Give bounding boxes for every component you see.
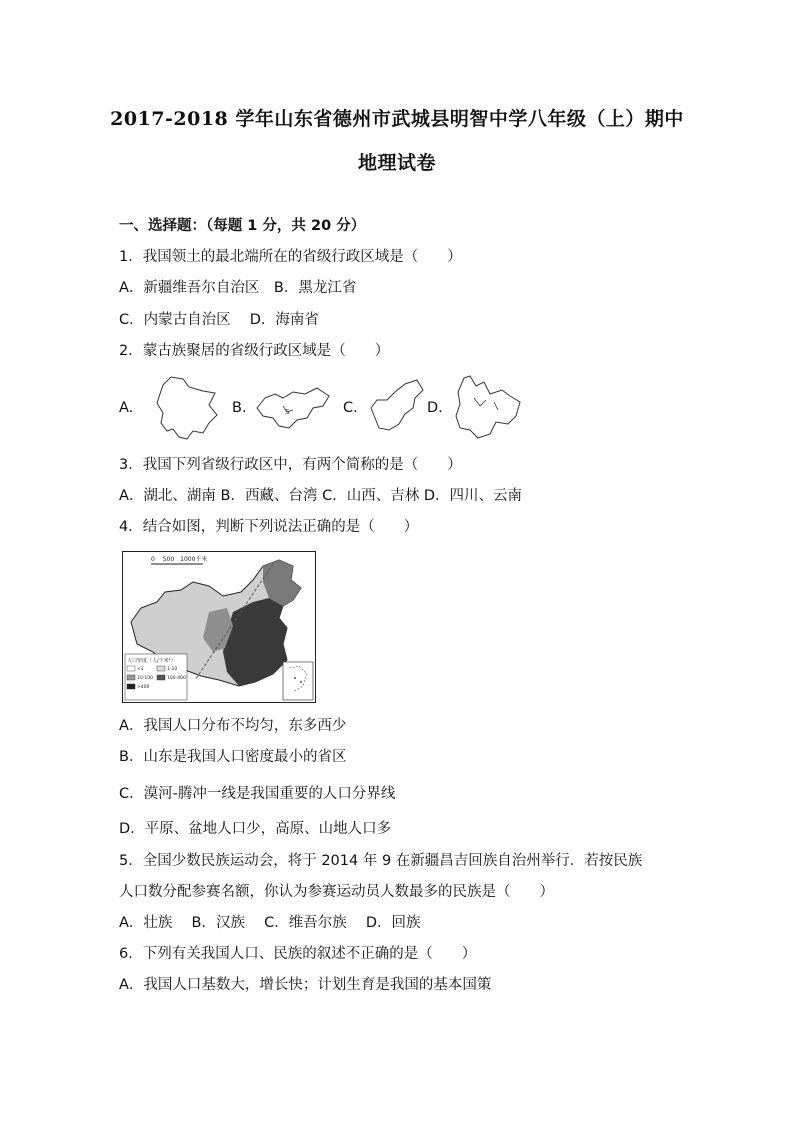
q2-option-d-label[interactable]: D. xyxy=(427,400,443,416)
section-heading: 一、选择题：（每题 1 分，共 20 分） xyxy=(119,218,366,234)
page-title: 2017-2018 学年山东省德州市武城县明智中学八年级（上）期中 xyxy=(110,108,684,130)
q4-option-d[interactable]: D．平原、盆地人口少，高原、山地人口多 xyxy=(119,821,392,837)
map-legend-title: 人口密度（人/千米²） xyxy=(127,658,176,664)
q4-option-b[interactable]: B．山东是我国人口密度最小的省区 xyxy=(119,749,347,765)
map-scale-text: 0 500 1000千米 xyxy=(151,556,208,563)
q4-stem: 4．结合如图，判断下列说法正确的是（ ） xyxy=(119,519,419,535)
map-legend-item: 10-100 xyxy=(137,676,153,681)
map-legend-item: 1-10 xyxy=(167,667,178,672)
q2-stem: 2．蒙古族聚居的省级行政区域是（ ） xyxy=(119,343,390,359)
map-legend-item: >400 xyxy=(137,685,150,690)
q2-option-a-label[interactable]: A. xyxy=(119,400,134,416)
map-legend-item: <1 xyxy=(137,667,144,672)
q6-stem: 6．下列有关我国人口、民族的叙述不正确的是（ ） xyxy=(119,946,477,962)
q6-option-a[interactable]: A．我国人口基数大，增长快；计划生育是我国的基本国策 xyxy=(119,977,492,993)
q4-option-a[interactable]: A．我国人口分布不均匀，东多西少 xyxy=(119,718,347,734)
q2-option-b-label[interactable]: B. xyxy=(232,400,247,416)
svg-text:S: S xyxy=(285,408,290,416)
q2-option-b-map[interactable] xyxy=(253,384,333,434)
q1-options-cd[interactable]: C．内蒙古自治区 D．海南省 xyxy=(119,312,319,328)
q2-option-c-label[interactable]: C. xyxy=(343,400,358,416)
q3-options[interactable]: A．湖北、湖南 B．西藏、台湾 C．山西、吉林 D．四川、云南 xyxy=(119,488,522,504)
q1-options-ab[interactable]: A．新疆维吾尔自治区 B．黑龙江省 xyxy=(119,280,357,296)
population-density-map xyxy=(122,551,316,703)
q4-option-c[interactable]: C．漠河-腾冲一线是我国重要的人口分界线 xyxy=(119,786,396,802)
q2-option-d-map[interactable] xyxy=(450,372,526,444)
q2-option-c-map[interactable] xyxy=(365,378,427,438)
q5-stem-line2: 人口数分配参赛名额，你认为参赛运动员人数最多的民族是（ ） xyxy=(119,884,554,900)
q3-stem: 3．我国下列省级行政区中，有两个简称的是（ ） xyxy=(119,457,462,473)
map-legend-item: 100-400 xyxy=(167,676,186,681)
q5-options[interactable]: A．壮族 B．汉族 C．维吾尔族 D．回族 xyxy=(119,915,421,931)
q5-stem-line1: 5．全国少数民族运动会，将于 2014 年 9 在新疆昌吉回族自治州举行．若按民族 xyxy=(119,853,643,869)
q2-option-a-map[interactable] xyxy=(143,373,225,443)
q1-stem: 1．我国领土的最北端所在的省级行政区域是（ ） xyxy=(119,249,462,265)
page-subtitle: 地理试卷 xyxy=(357,152,436,174)
